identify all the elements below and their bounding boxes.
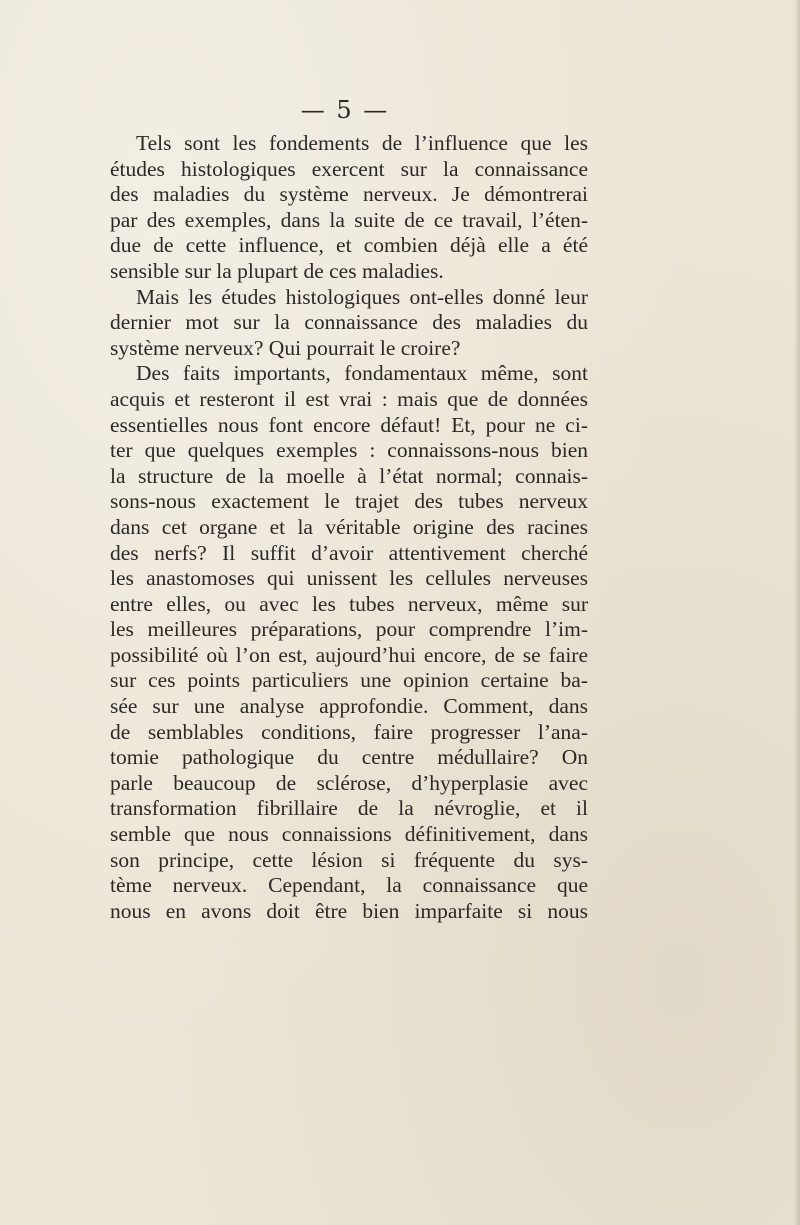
text-line: sur ces points particuliers une opinion certaine ba- (110, 668, 588, 693)
text-line: semble que nous connaissions définitivement, dans (110, 822, 588, 847)
text-line: de semblables conditions, faire progresser l’ana- (110, 719, 588, 744)
text-line: nous en avons doit être bien imparfaite si nous (110, 898, 588, 923)
text-line: la structure de la moelle à l’état normal; connais- (110, 463, 588, 488)
page-edge-shadow (794, 0, 800, 1225)
text-line: tomie pathologique du centre médullaire? On (110, 745, 588, 770)
text-line: son principe, cette lésion si fréquente du sys- (110, 847, 588, 872)
text-line: sée sur une analyse approfondie. Comment, dans (110, 694, 588, 719)
text-line: dans cet organe et la véritable origine des racines (110, 514, 588, 539)
text-line: ter que quelques exemples : connaissons-nous bien (110, 438, 588, 463)
text-line: Des faits importants, fondamentaux même, sont (136, 361, 588, 386)
text-line: acquis et resteront il est vrai : mais que de données (110, 386, 588, 411)
text-line: sensible sur la plupart de ces maladies. (110, 258, 444, 283)
text-line: Mais les études histologiques ont-elles donné leur (136, 284, 588, 309)
text-line: tème nerveux. Cependant, la connaissance que (110, 873, 588, 898)
text-line: Tels sont les fondements de l’influence que les (136, 131, 588, 155)
text-line: système nerveux? Qui pourrait le croire? (110, 335, 461, 360)
text-line: les anastomoses qui unissent les cellules nerveuses (110, 566, 588, 591)
text-line: sons-nous exactement le trajet des tubes nerveux (110, 489, 588, 514)
text-line: due de cette influence, et combien déjà elle a été (110, 233, 588, 258)
text-line: des maladies du système nerveux. Je démontrerai (110, 182, 588, 207)
text-line: transformation fibrillaire de la névroglie, et il (110, 796, 588, 821)
text-line: parle beaucoup de sclérose, d’hyperplasie avec (110, 770, 588, 795)
text-line: des nerfs? Il suffit d’avoir attentivement cherché (110, 540, 588, 565)
text-line: les meilleures préparations, pour comprendre l’im- (110, 617, 588, 642)
text-line: dernier mot sur la connaissance des maladies du (110, 310, 588, 335)
text-line: études histologiques exercent sur la connaissance (110, 156, 588, 181)
text-line: possibilité où l’on est, aujourd’hui encore, de se faire (110, 642, 588, 667)
body-text (110, 131, 588, 924)
text-line: entre elles, ou avec les tubes nerveux, même sur (110, 591, 588, 616)
text-line: par des exemples, dans la suite de ce travail, l’éten- (110, 207, 588, 232)
text-line: essentielles nous font encore défaut! Et, pour ne ci- (110, 412, 588, 437)
page-number: — 5 — (300, 96, 390, 124)
